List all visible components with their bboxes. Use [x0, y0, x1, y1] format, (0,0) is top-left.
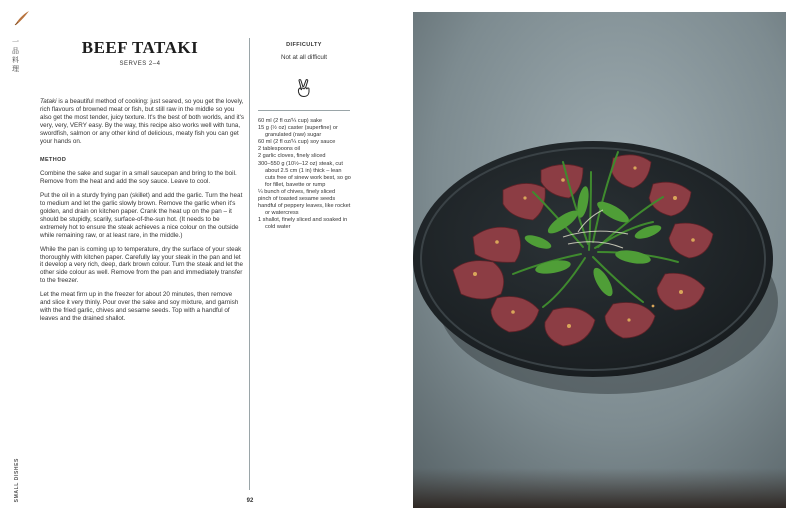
ingredient-item: 300–550 g (10½–12 oz) steak, cut about 2.5 cm (1 in) thick – lean cuts free of sinew work best, so go for fillet, bavette or rump — [258, 160, 351, 188]
method-heading: METHOD — [40, 157, 67, 164]
beef-tataki-photo — [413, 12, 786, 508]
peace-hand-icon — [295, 78, 313, 98]
ingredient-item: 60 ml (2 fl oz/¼ cup) sake — [258, 118, 323, 124]
page-number: 92 — [246, 498, 254, 504]
method-step: Let the meat firm up in the freezer for about 20 minutes, then remove and slice it very thinly. Pour over the sake and soy mixture, and garnish with the fried garlic, chives and sesame seeds. Top with a handful of leaves and the drained shallot. — [40, 291, 239, 322]
difficulty-value: Not at all difficult — [280, 54, 328, 61]
ingredient-item: 2 tablespoons oil — [258, 146, 300, 153]
method-step: Combine the sake and sugar in a small saucepan and bring to the boil. Remove from the heat and add the soy sauce. Leave to cool. — [40, 170, 237, 186]
ingredient-item: handful of peppery leaves, like rocket or watercress — [258, 203, 351, 217]
intro-paragraph — [40, 98, 244, 145]
difficulty-label: DIFFICULTY — [286, 42, 322, 48]
intro-text: is a beautiful method of cooking: just seared, so you get the lovely, rich flavours of browned meat or fish, but still raw in the middle so you also get the most tender, juicy texture. It's the best of both worlds, and it's very, very, VERY easy. By the way, this recipe also works well with tuna, swordfish, salmon or any other kind of delicious, meaty fish you can get your hands on. — [40, 98, 245, 145]
recipe-body — [40, 98, 244, 329]
ingredient-item: 1 shallot, finely sliced and soaked in cold water — [258, 217, 348, 231]
method-step: Put the oil in a sturdy frying pan (skillet) and add the garlic. Turn the heat to medium and let the garlic slowly brown. Remove the garlic when it's golden, and drain on kitchen paper. Crank the heat up on the pan – it should be stupidly, scarily, surface-of-the-sun hot. (It needs to be extremely hot to ensure the steak achieves a nice colour on the outside while remaining raw, or at least rare, in the middle.) — [40, 192, 243, 239]
category-japanese: 一品料理 — [12, 38, 19, 73]
method-step: While the pan is coming up to temperature, dry the surface of your steak thoroughly with kitchen paper. Carefully lay your steak in the pan and let it develop a very rich, deep, dark brown colour. Turn the steak and let the other side colour as well. Remove from the pan and immediately transfer to the freezer. — [40, 245, 244, 285]
column-divider — [249, 38, 250, 490]
feather-brush-icon — [12, 8, 32, 28]
ingredient-item: pinch of toasted sesame seeds — [258, 196, 336, 203]
serves-label: SERVES 2–4 — [119, 61, 161, 67]
ingredient-item: 15 g (½ oz) caster (superfine) or granulated (raw) sugar — [258, 125, 338, 139]
section-side-label: SMALL DISHES — [14, 458, 20, 503]
recipe-title: BEEF TATAKI — [81, 38, 199, 57]
ingredient-item: ¼ bunch of chives, finely sliced — [258, 188, 336, 195]
section-divider — [258, 110, 350, 111]
intro-lead: Tataki — [40, 98, 57, 105]
ingredient-item: 2 garlic cloves, finely sliced — [258, 153, 326, 160]
ingredients-list — [258, 118, 352, 232]
ingredient-item: 60 ml (2 fl oz/¼ cup) soy sauce — [258, 139, 336, 146]
